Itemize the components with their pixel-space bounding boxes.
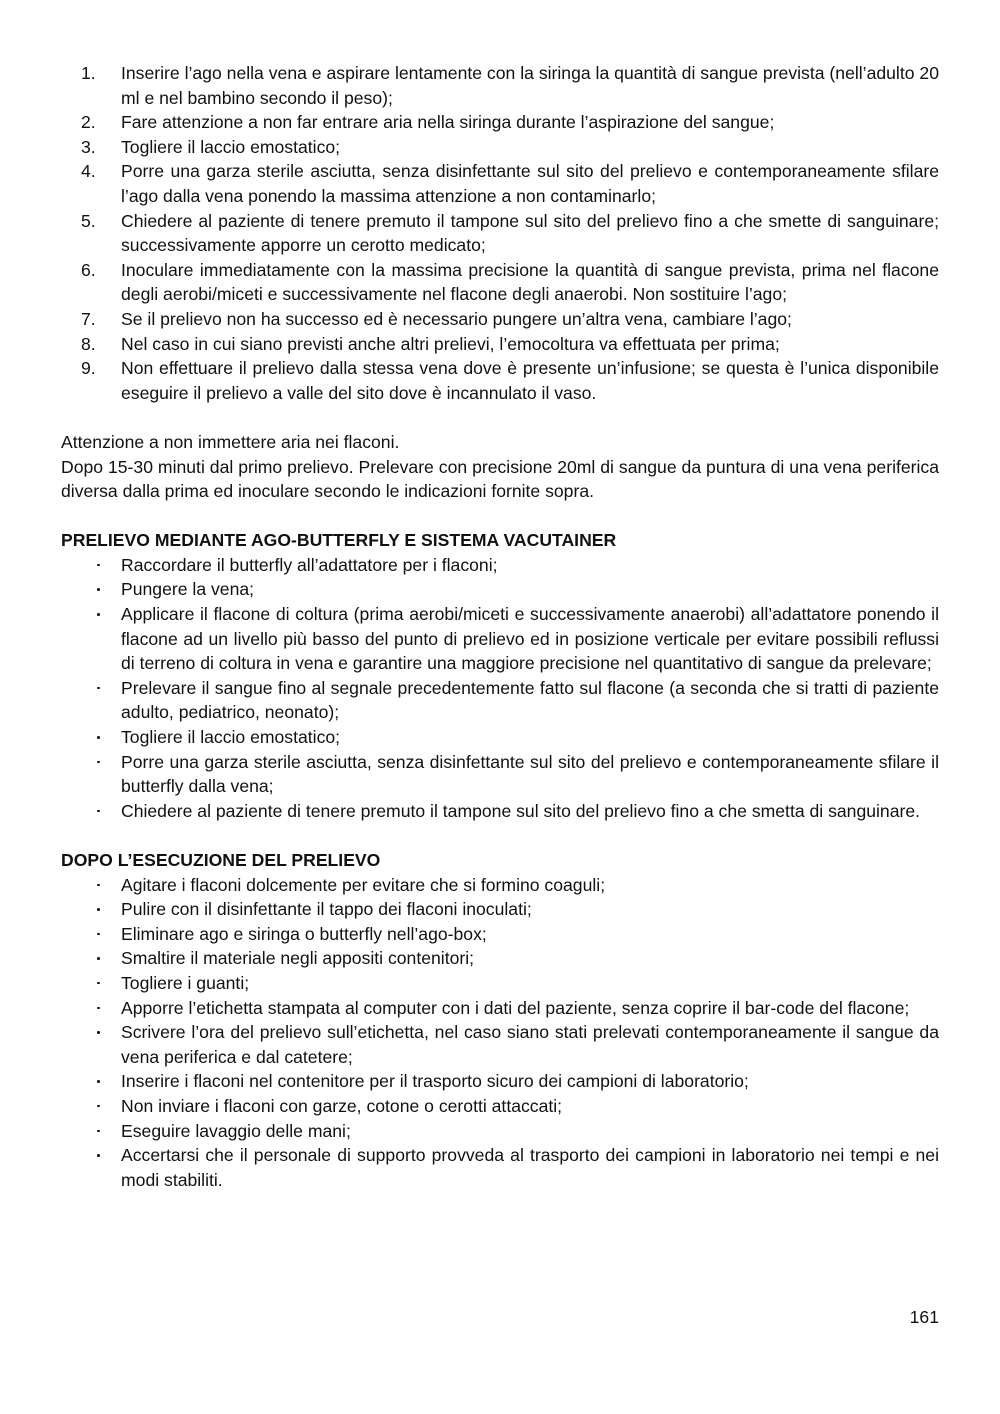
bullet-icon bbox=[61, 873, 121, 898]
list-item bbox=[61, 946, 939, 971]
list-item-text: Apporre l’etichetta stampata al computer con i dati del paziente, senza coprire il bar-code del flacone; bbox=[121, 997, 910, 1018]
procedure-steps-list bbox=[61, 61, 939, 405]
list-item bbox=[61, 996, 939, 1021]
bullet-icon bbox=[61, 922, 121, 947]
list-item bbox=[61, 725, 939, 750]
page-number: 161 bbox=[909, 1307, 939, 1327]
document-page bbox=[61, 61, 939, 1192]
list-item bbox=[61, 1143, 939, 1192]
step-number: 6. bbox=[81, 259, 96, 280]
list-item bbox=[61, 873, 939, 898]
step-number: 8. bbox=[81, 333, 96, 354]
list-item bbox=[61, 553, 939, 578]
step-text: Inserire l’ago nella vena e aspirare lentamente con la siringa la quantità di sangue prevista (nell’adulto 20 ml e nel bambino secondo il peso); bbox=[121, 63, 939, 108]
butterfly-procedure-list bbox=[61, 553, 939, 824]
step-text: Chiedere al paziente di tenere premuto il tampone sul sito del prelievo fino a che smette di sanguinare; successivamente apporre un cerotto medicato; bbox=[121, 210, 939, 256]
list-item-text: Chiedere al paziente di tenere premuto il tampone sul sito del prelievo fino a che smetta di sanguinare. bbox=[121, 800, 921, 821]
list-item bbox=[61, 577, 939, 602]
bullet-icon bbox=[61, 971, 121, 996]
bullet-icon bbox=[61, 946, 121, 971]
list-item-text: Prelevare il sangue fino al segnale precedentemente fatto sul flacone (a seconda che si tratti di paziente adulto, pediatrico, neonato); bbox=[121, 677, 939, 723]
post-procedure-list bbox=[61, 873, 939, 1193]
bullet-icon bbox=[61, 676, 121, 725]
list-item bbox=[61, 135, 939, 160]
bullet-icon bbox=[61, 996, 121, 1021]
list-item-text: Pungere la vena; bbox=[121, 579, 255, 600]
list-item bbox=[61, 1020, 939, 1069]
step-number: 2. bbox=[81, 112, 96, 133]
list-item-text: Agitare i flaconi dolcemente per evitare che si formino coaguli; bbox=[121, 874, 606, 895]
list-item-text: Togliere i guanti; bbox=[121, 972, 250, 993]
bullet-icon bbox=[61, 577, 121, 602]
note-paragraph: Attenzione a non immettere aria nei flaconi. bbox=[61, 431, 400, 452]
bullet-icon bbox=[61, 602, 121, 676]
step-text: Non effettuare il prelievo dalla stessa vena dove è presente un’infusione; se questa è l’unica disponibile eseguire il prelievo a valle del sito dove è incannulato il vaso. bbox=[121, 358, 939, 403]
step-text: Porre una garza sterile asciutta, senza disinfettante sul sito del prelievo e contemporaneamente sfilare l’ago dalla vena ponendo la massima attenzione a non contaminarlo; bbox=[121, 161, 939, 206]
bullet-icon bbox=[61, 1020, 121, 1069]
note-paragraph: Dopo 15-30 minuti dal primo prelievo. Prelevare con precisione 20ml di sangue da puntura di una vena periferica diversa dalla prima ed inoculare secondo le indicazioni fornite sopra. bbox=[61, 456, 939, 502]
bullet-icon bbox=[61, 1094, 121, 1119]
list-item bbox=[61, 897, 939, 922]
list-item-text: Pulire con il disinfettante il tappo dei flaconi inoculati; bbox=[121, 899, 532, 920]
bullet-icon bbox=[61, 553, 121, 578]
list-item bbox=[61, 332, 939, 357]
list-item-text: Scrivere l’ora del prelievo sull’etichetta, nel caso siano stati prelevati contemporaneamente il sangue da vena periferica e dal catetere; bbox=[121, 1022, 939, 1067]
step-text: Nel caso in cui siano previsti anche altri prelievi, l’emocoltura va effettuata per prima; bbox=[121, 333, 780, 354]
bullet-icon bbox=[61, 1069, 121, 1094]
list-item bbox=[61, 1119, 939, 1144]
list-item bbox=[61, 159, 939, 208]
list-item bbox=[61, 971, 939, 996]
list-item bbox=[61, 110, 939, 135]
step-text: Inoculare immediatamente con la massima precisione la quantità di sangue prevista, prima nel flacone degli aerobi/miceti e successivamente nel flacone degli anaerobi. Non sostituire l’ago; bbox=[121, 259, 939, 305]
list-item bbox=[61, 602, 939, 676]
step-number: 1. bbox=[81, 63, 96, 83]
list-item bbox=[61, 1094, 939, 1119]
list-item-text: Applicare il flacone di coltura (prima aerobi/miceti e successivamente anaerobi) all’adattatore ponendo il flacone ad un livello più basso del punto di prelievo ed in posizione verticale per evitare possibili reflussi di terreno di coltura in vena e garantire una maggiore precisione nel quantitativo di sangue da prelevare; bbox=[121, 604, 939, 674]
step-number: 7. bbox=[81, 308, 96, 329]
list-item-text: Togliere il laccio emostatico; bbox=[121, 727, 341, 748]
bullet-icon bbox=[61, 897, 121, 922]
list-item-text: Raccordare il butterfly all’adattatore per i flaconi; bbox=[121, 554, 498, 575]
bullet-icon bbox=[61, 1143, 121, 1192]
list-item bbox=[61, 1069, 939, 1094]
list-item bbox=[61, 61, 939, 110]
list-item-text: Accertarsi che il personale di supporto provveda al trasporto dei campioni in laboratorio nei tempi e nei modi stabiliti. bbox=[121, 1145, 939, 1190]
bullet-icon bbox=[61, 750, 121, 799]
list-item-text: Eseguire lavaggio delle mani; bbox=[121, 1120, 351, 1141]
list-item bbox=[61, 209, 939, 258]
list-item-text: Eliminare ago e siringa o butterfly nell’ago-box; bbox=[121, 923, 487, 944]
step-number: 9. bbox=[81, 358, 96, 379]
list-item bbox=[61, 799, 939, 824]
list-item-text: Smaltire il materiale negli appositi contenitori; bbox=[121, 948, 475, 969]
list-item-text: Porre una garza sterile asciutta, senza disinfettante sul sito del prelievo e contemporaneamente sfilare il butterfly dalla vena; bbox=[121, 751, 939, 797]
step-number: 5. bbox=[81, 210, 96, 231]
list-item bbox=[61, 356, 939, 405]
list-item bbox=[61, 676, 939, 725]
section-heading: DOPO L’ESECUZIONE DEL PRELIEVO bbox=[61, 850, 381, 870]
step-text: Se il prelievo non ha successo ed è necessario pungere un’altra vena, cambiare l’ago; bbox=[121, 308, 792, 329]
list-item bbox=[61, 750, 939, 799]
bullet-icon bbox=[61, 725, 121, 750]
step-number: 3. bbox=[81, 136, 96, 157]
list-item-text: Non inviare i flaconi con garze, cotone o cerotti attaccati; bbox=[121, 1095, 563, 1116]
bullet-icon bbox=[61, 799, 121, 824]
list-item-text: Inserire i flaconi nel contenitore per il trasporto sicuro dei campioni di laboratorio; bbox=[121, 1071, 749, 1092]
step-text: Fare attenzione a non far entrare aria nella siringa durante l’aspirazione del sangue; bbox=[121, 112, 775, 133]
step-number: 4. bbox=[81, 161, 96, 182]
bullet-icon bbox=[61, 1119, 121, 1144]
list-item bbox=[61, 922, 939, 947]
section-heading: PRELIEVO MEDIANTE AGO-BUTTERFLY E SISTEMA VACUTAINER bbox=[61, 530, 617, 551]
list-item bbox=[61, 258, 939, 307]
step-text: Togliere il laccio emostatico; bbox=[121, 136, 341, 157]
list-item bbox=[61, 307, 939, 332]
